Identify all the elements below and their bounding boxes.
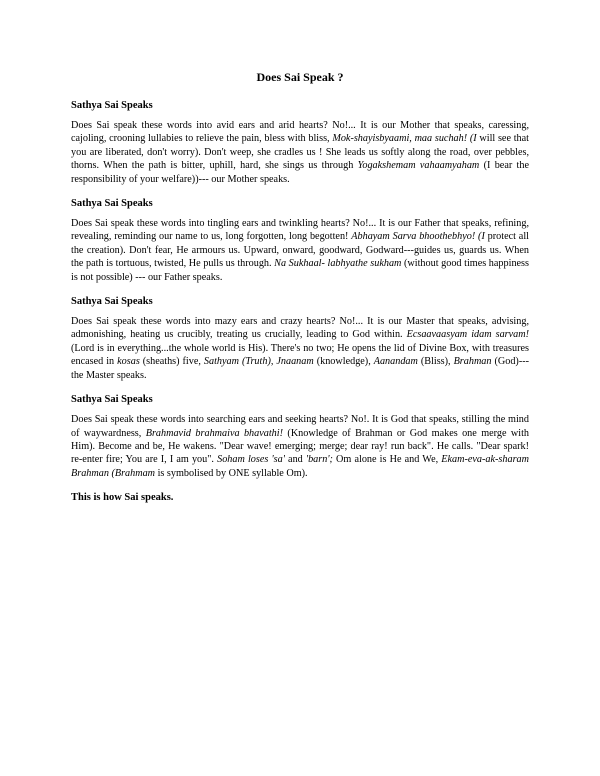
section-2 [71,197,529,284]
text-run: Does Sai speak these words into tingling ears and twinkling hearts? No!... It is our Father that speaks, refining, revealing, reminding our name to us, long forgotten, long begotten! [71,218,529,243]
section-4 [71,393,529,480]
page-title: Does Sai Speak ? [256,70,344,84]
section-paragraph [71,413,529,480]
text-run: (I bear the responsibility of your welfare))--- our Mother speaks. [71,160,529,185]
text-run: (Lord is in everything...the whole world is His). There's no two; He opens the lid of Divine Box, with treasures encased in [71,342,529,368]
text-run: and [284,454,306,466]
text-run: (sheaths) five, [139,356,204,368]
italic-phrase: Mok-shayisbyaami, maa suchah! (I [332,133,477,145]
closing-line: This is how Sai speaks. [71,492,174,504]
section-1 [71,99,529,186]
italic-phrase: 'barn'; [305,454,333,466]
text-run: (Knowledge of Brahman or God makes one merge with Him). Become and be, He wakens. "Dear wave! emerging; merge; dear ray! run back". He calls. "Dear spark! re-enter fire; You are I, I am you". [71,427,529,466]
section-paragraph [71,119,529,186]
text-run: is symbolised by ONE syllable Om). [155,467,308,479]
italic-phrase: Abhayam Sarva bhoothebhyo! (I [351,231,485,243]
text-run: protect all the creation). Don't fear, He armours us. Upward, onward, goodward, Godward---guides us, guards us. When the path is tortuous, twisted, He pulls us through. [71,231,529,270]
section-heading: Sathya Sai Speaks [71,198,153,210]
text-run: (Bliss), [417,356,454,368]
sections-container [71,99,529,480]
section-paragraph [71,315,529,382]
text-run: will see that you are liberated, don't worry). Don't weep, she cradles us ! She leads us softly along the road, over pebbles, thorns. When the path is bitter, uphill, hard, she sings us through [71,133,529,172]
text-run: (God)---the Master speaks. [71,356,529,381]
italic-phrase: Brahmavid brahmaiva bhavathi! [145,427,284,439]
section-heading: Sathya Sai Speaks [71,100,153,111]
text-run: Om alone is He and We, [332,454,442,466]
italic-phrase: kosas [117,356,140,368]
italic-phrase: Soham loses 'sa' [217,454,285,466]
italic-phrase: Yogakshemam vahaamyaham [357,160,480,172]
text-run: (knowledge), [313,356,374,368]
section-3 [71,295,529,382]
italic-phrase: Na Sukhaal- labhyathe sukham [274,258,402,270]
section-heading: Sathya Sai Speaks [71,296,153,308]
italic-phrase: Aanandam [373,356,418,368]
section-paragraph [71,217,529,284]
text-run: Does Sai speak these words into avid ears and arid hearts? No!... It is our Mother that speaks, caressing, cajoling, crooning lullabies to relieve the pain, bless with bliss, [71,120,529,145]
text-run: Does Sai speak these words into mazy ears and crazy hearts? No!... It is our Master that speaks, advising, admonishing, heating us crucibly, treating us crucially, leading to God within. [71,316,529,341]
italic-phrase: Brahman [453,356,492,368]
section-heading: Sathya Sai Speaks [71,394,153,406]
italic-phrase: Ekam-eva-ak-sharam Brahman (Brahmam [71,454,529,479]
italic-phrase: Sathyam (Truth), Jnaanam [203,356,314,368]
italic-phrase: Ecsaavaasyam idam sarvam! [406,329,530,341]
text-run: (without good times happiness is not possible) --- our Father speaks. [71,258,529,283]
text-run: Does Sai speak these words into searching ears and seeking hearts? No!. It is God that speaks, stilling the mind of waywardness, [71,414,529,439]
